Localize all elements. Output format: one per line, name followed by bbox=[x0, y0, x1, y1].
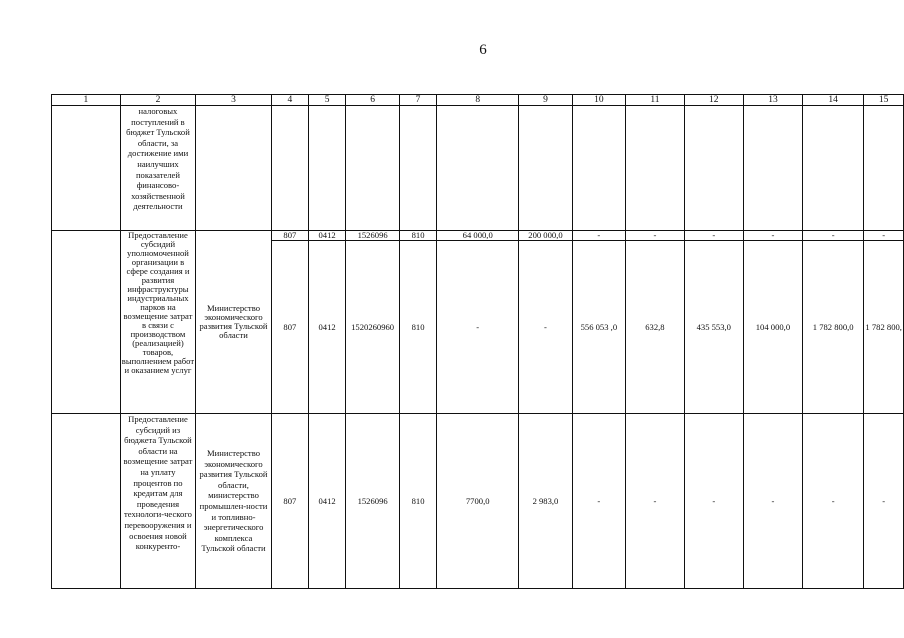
value-cell bbox=[399, 106, 436, 231]
value-cell: 0412 bbox=[308, 231, 345, 241]
value-cell: - bbox=[437, 241, 519, 414]
value-cell: - bbox=[626, 414, 685, 589]
executor-cell: Министерство экономического развития Тульской области bbox=[196, 231, 272, 414]
value-cell: 1526096 bbox=[346, 231, 400, 241]
header-cell: 5 bbox=[308, 95, 345, 106]
value-cell: 64 000,0 bbox=[437, 231, 519, 241]
value-cell bbox=[626, 106, 685, 231]
value-cell: 200 000,0 bbox=[519, 231, 572, 241]
value-cell: - bbox=[743, 414, 802, 589]
activity-name-cell: Предоставление субсидий уполномоченной организации в сфере создания и развития инфраструктуры индустриальных парков на возмещение затрат в связи с производством (реализацией) товаров, выполнением работ и оказанием услуг bbox=[120, 231, 196, 414]
value-cell: 807 bbox=[271, 241, 308, 414]
header-cell: 6 bbox=[346, 95, 400, 106]
header-cell: 9 bbox=[519, 95, 572, 106]
header-cell: 4 bbox=[271, 95, 308, 106]
header-cell: 3 bbox=[196, 95, 272, 106]
value-cell: 1520260960 bbox=[346, 241, 400, 414]
value-cell: 807 bbox=[271, 231, 308, 241]
value-cell: 7700,0 bbox=[437, 414, 519, 589]
header-cell: 13 bbox=[743, 95, 802, 106]
value-cell: 1 782 800, bbox=[864, 241, 904, 414]
value-cell: - bbox=[864, 414, 904, 589]
value-cell: - bbox=[803, 231, 864, 241]
header-cell: 10 bbox=[572, 95, 625, 106]
header-cell: 11 bbox=[626, 95, 685, 106]
value-cell: 0412 bbox=[308, 241, 345, 414]
value-cell bbox=[572, 106, 625, 231]
value-cell: 2 983,0 bbox=[519, 414, 572, 589]
header-cell: 1 bbox=[52, 95, 121, 106]
value-cell: 104 000,0 bbox=[743, 241, 802, 414]
value-cell: - bbox=[684, 231, 743, 241]
header-cell: 2 bbox=[120, 95, 196, 106]
value-cell bbox=[346, 106, 400, 231]
row-number-cell bbox=[52, 106, 121, 231]
value-cell bbox=[684, 106, 743, 231]
header-cell: 7 bbox=[399, 95, 436, 106]
executor-cell bbox=[196, 106, 272, 231]
activity-name-cell: Предоставление субсидий из бюджета Тульской области на возмещение затрат на уплату процентов по кредитам для проведения технологи-ческого перевооружения и освоения новой конкуренто- bbox=[120, 414, 196, 589]
value-cell: 810 bbox=[399, 241, 436, 414]
row-number-cell bbox=[52, 231, 121, 414]
value-cell: - bbox=[864, 231, 904, 241]
header-cell: 12 bbox=[684, 95, 743, 106]
value-cell: 435 553,0 bbox=[684, 241, 743, 414]
value-cell: - bbox=[572, 231, 625, 241]
value-cell: 807 bbox=[271, 414, 308, 589]
table-header-row bbox=[52, 95, 904, 106]
value-cell: - bbox=[626, 231, 685, 241]
value-cell bbox=[519, 106, 572, 231]
value-cell: 0412 bbox=[308, 414, 345, 589]
value-cell bbox=[864, 106, 904, 231]
value-cell bbox=[308, 106, 345, 231]
header-cell: 15 bbox=[864, 95, 904, 106]
value-cell: 810 bbox=[399, 414, 436, 589]
table-row bbox=[52, 231, 904, 241]
value-cell: - bbox=[684, 414, 743, 589]
executor-cell: Министерство экономического развития Тульской области, министерство промышлен-ности и топливно-энергетического комплекса Тульской области bbox=[196, 414, 272, 589]
table-row bbox=[52, 414, 904, 589]
value-cell bbox=[271, 106, 308, 231]
header-cell: 14 bbox=[803, 95, 864, 106]
value-cell: - bbox=[519, 241, 572, 414]
value-cell bbox=[743, 106, 802, 231]
value-cell bbox=[803, 106, 864, 231]
value-cell: 1 782 800,0 bbox=[803, 241, 864, 414]
page-number: 6 bbox=[479, 42, 487, 58]
value-cell: 556 053 ,0 bbox=[572, 241, 625, 414]
header-cell: 8 bbox=[437, 95, 519, 106]
table-row bbox=[52, 106, 904, 231]
row-number-cell bbox=[52, 414, 121, 589]
value-cell: - bbox=[572, 414, 625, 589]
activity-name-cell: налоговых поступлений в бюджет Тульской области, за достижение ими наилучших показателей финансово-хозяйственной деятельности bbox=[120, 106, 196, 231]
value-cell bbox=[437, 106, 519, 231]
value-cell: - bbox=[803, 414, 864, 589]
budget-table bbox=[51, 94, 904, 589]
value-cell: 632,8 bbox=[626, 241, 685, 414]
value-cell: 1526096 bbox=[346, 414, 400, 589]
value-cell: 810 bbox=[399, 231, 436, 241]
value-cell: - bbox=[743, 231, 802, 241]
